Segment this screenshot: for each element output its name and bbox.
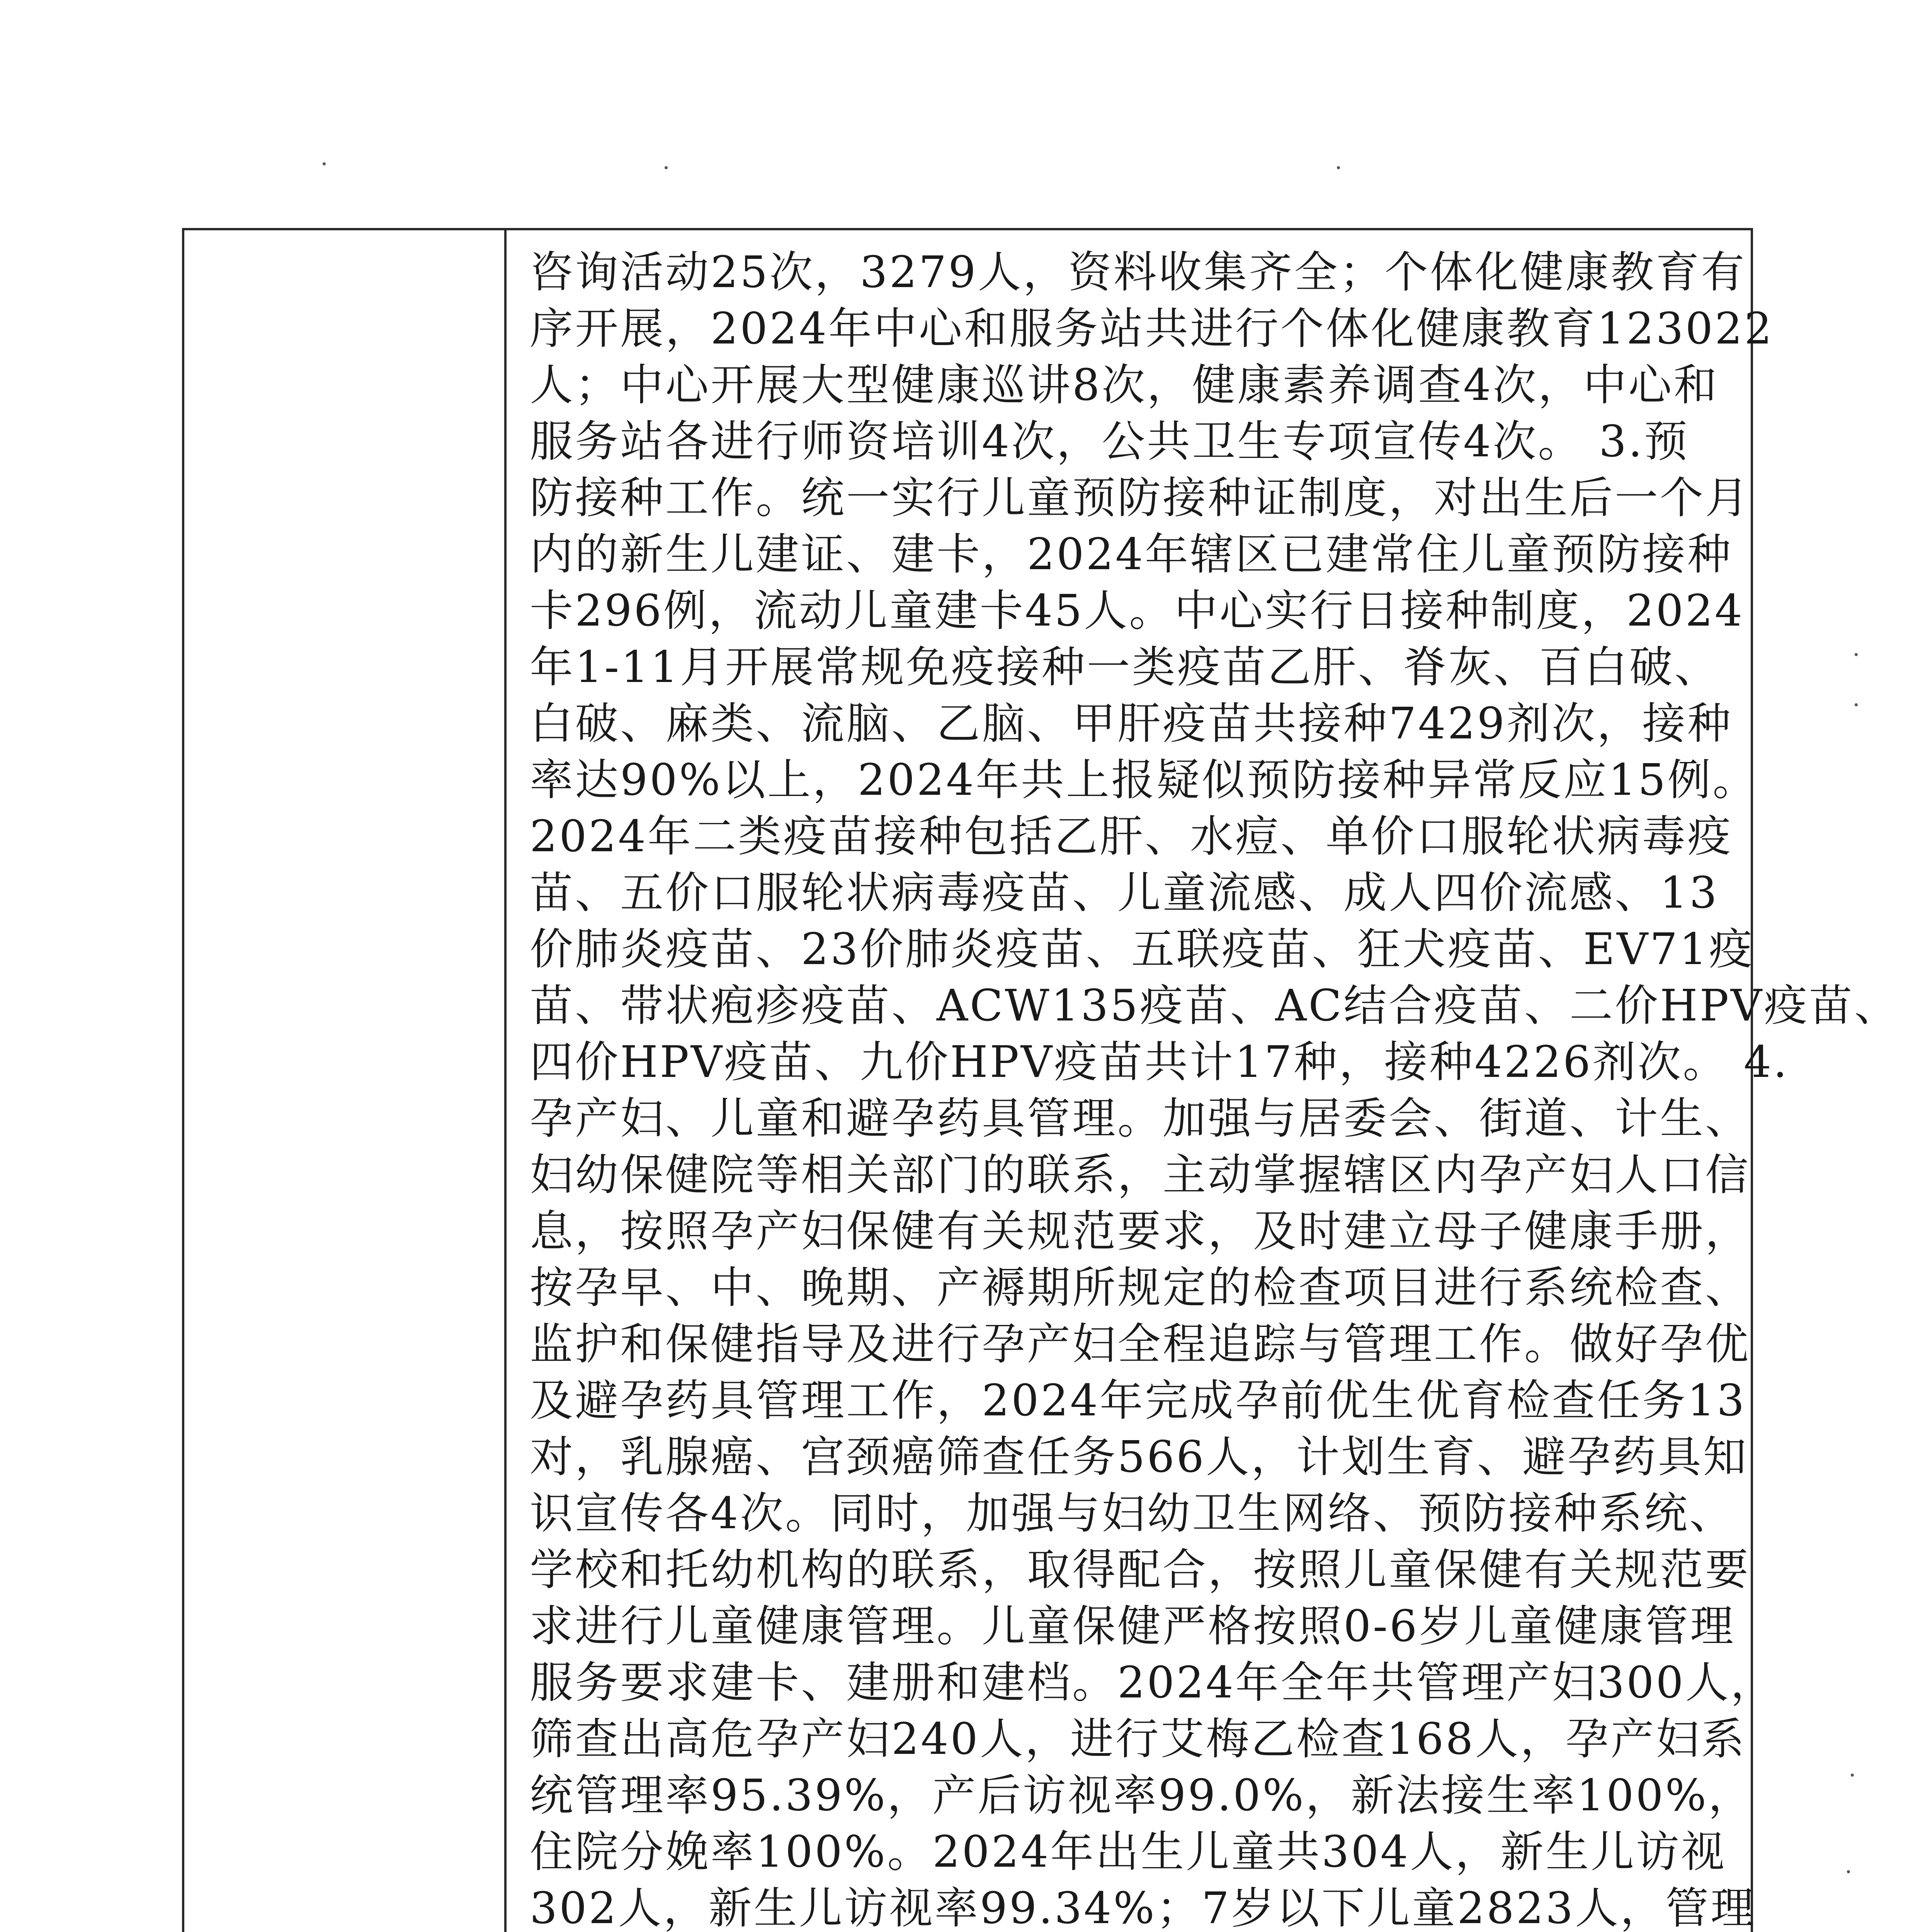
text-line: 求进行儿童健康管理。儿童保健严格按照0-6岁儿童健康管理 — [530, 1601, 1736, 1651]
text-line: 人；中心开展大型健康巡讲8次，健康素养调查4次，中心和 — [530, 360, 1719, 410]
label-cell — [184, 230, 507, 1932]
text-line: 对，乳腺癌、宫颈癌筛查任务566人，计划生育、避孕药具知 — [530, 1432, 1748, 1482]
text-line: 妇幼保健院等相关部门的联系，主动掌握辖区内孕产妇人口信 — [530, 1150, 1750, 1200]
text-line: 四价HPV疫苗、九价HPV疫苗共计17种，接种4226剂次。 4. — [530, 1037, 1789, 1087]
text-line: 孕产妇、儿童和避孕药具管理。加强与居委会、街道、计生、 — [530, 1094, 1750, 1144]
scan-speck — [1855, 653, 1858, 656]
text-line: 及避孕药具管理工作，2024年完成孕前优生优育检查任务13 — [530, 1376, 1746, 1426]
scan-speck — [1337, 166, 1340, 169]
text-line: 年1-11月开展常规免疫接种一类疫苗乙肝、脊灰、百白破、 — [530, 642, 1720, 692]
text-line: 统管理率95.39%，产后访视率99.0%，新法接生率100%， — [530, 1770, 1754, 1821]
scan-speck — [665, 166, 668, 169]
scan-speck — [1847, 1870, 1850, 1873]
text-line: 息，按照孕产妇保健有关规范要求，及时建立母子健康手册， — [530, 1206, 1750, 1257]
text-line: 2024年二类疫苗接种包括乙肝、水痘、单价口服轮状病毒疫 — [530, 811, 1733, 862]
text-line: 序开展，2024年中心和服务站共进行个体化健康教育123022 — [530, 304, 1774, 354]
text-line: 住院分娩率100%。2024年出生儿童共304人，新生儿访视 — [530, 1827, 1726, 1877]
text-line: 服务站各进行师资培训4次，公共卫生专项宣传4次。 3.预 — [530, 417, 1689, 467]
scan-speck — [323, 162, 326, 165]
text-line: 学校和托幼机构的联系，取得配合，按照儿童保健有关规范要 — [530, 1545, 1750, 1595]
text-line: 卡296例，流动儿童建卡45人。中心实行日接种制度，2024 — [530, 586, 1745, 636]
text-line: 302人，新生儿访视率99.34%；7岁以下儿童2823人，管理 — [530, 1883, 1756, 1932]
text-line: 按孕早、中、晚期、产褥期所规定的检查项目进行系统检查、 — [530, 1263, 1750, 1313]
text-line: 监护和保健指导及进行孕产妇全程追踪与管理工作。做好孕优 — [530, 1319, 1750, 1369]
text-line: 防接种工作。统一实行儿童预防接种证制度，对出生后一个月 — [530, 473, 1750, 523]
text-line: 价肺炎疫苗、23价肺炎疫苗、五联疫苗、狂犬疫苗、EV71疫 — [530, 924, 1754, 975]
form-table — [182, 228, 1899, 1932]
text-line: 苗、五价口服轮状病毒疫苗、儿童流感、成人四价流感、13 — [530, 868, 1719, 918]
text-line: 筛查出高危孕产妇240人，进行艾梅乙检查168人，孕产妇系 — [530, 1714, 1746, 1764]
text-line: 咨询活动25次，3279人，资料收集齐全；个体化健康教育有 — [530, 247, 1746, 298]
scan-speck — [1855, 703, 1858, 706]
text-line: 识宣传各4次。同时，加强与妇幼卫生网络、预防接种系统、 — [530, 1488, 1735, 1539]
text-line: 服务要求建卡、建册和建档。2024年全年共管理产妇300人， — [530, 1658, 1776, 1708]
content-cell — [507, 230, 1899, 1932]
text-line: 率达90%以上，2024年共上报疑似预防接种异常反应15例。 — [530, 755, 1758, 805]
text-line: 白破、麻类、流脑、乙脑、甲肝疫苗共接种7429剂次，接种 — [530, 699, 1733, 749]
text-line: 苗、带状疱疹疫苗、ACW135疫苗、AC结合疫苗、二价HPV疫苗、 — [530, 981, 1899, 1031]
scan-speck — [1851, 1774, 1854, 1777]
text-line: 内的新生儿建证、建卡，2024年辖区已建常住儿童预防接种 — [530, 529, 1733, 580]
